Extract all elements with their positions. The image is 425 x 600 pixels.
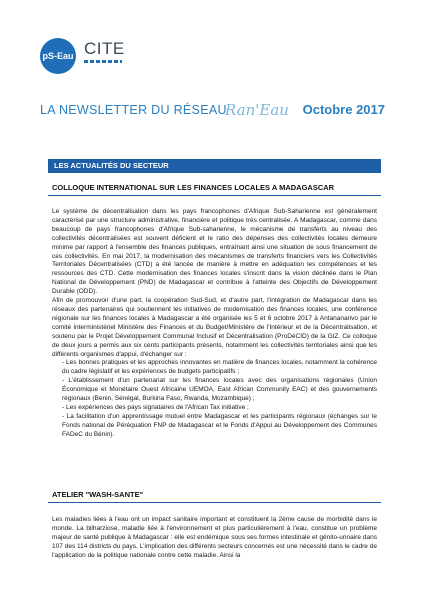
pseau-logo-text: pS-Eau xyxy=(42,51,74,61)
cite-logo xyxy=(84,40,126,70)
article-body-colloque xyxy=(52,208,377,480)
article-heading-wash-sante: ATELIER "WASH-SANTE" xyxy=(48,487,381,503)
pseau-logo xyxy=(40,38,76,74)
paragraph: Les maladies liées à l'eau ont un impact sanitaire important et constituent la 2ème cause de morbidité dans le monde. La bilharziose, maladie liée à l'environnement et plus particulièrement à l'eau, constitue un problème majeur de santé publique à Madagascar : elle est endémique sous ses formes intestinale et génito-urinaire dans 107 des 114 districts du pays. L'implication des différents secteurs concernés est une nécessité dans le cadre de l'application de la politique nationale contre cette maladie. Ainsi la xyxy=(52,516,377,559)
bullet-item: - Les bonnes pratiques et les approches innovantes en matière de finances locales, notamment la cohérence du cadre législatif et les expériences de budgets participatifs ; xyxy=(62,359,377,376)
newsletter-header xyxy=(40,100,385,122)
article-heading-colloque: COLLOQUE INTERNATIONAL SUR LES FINANCES LOCALES A MADAGASCAR xyxy=(48,180,381,196)
section-title: LES ACTUALITÉS DU SECTEUR xyxy=(48,159,381,173)
paragraph: Afin de promouvoir d'une part, la coopération Sud-Sud, et d'autre part, l'intégration de Madagascar dans les réseaux des partenaires qui soutiennent les initiatives de modernisation des finances locales, une conférence régionale sur les finances locales à Madagascar a été organisée les 5 et 6 octobre 2017 à Antananarivo par le comité interministériel Ministère des Finances et du Budget/Ministère de l'Intérieur et de la Décentralisation, et soutenu par le Projet Développement Communal Inclusif et Décentralisation (ProDéCID) de la GIZ. Ce colloque de deux jours a permis aux six cents participants présents, notamment les collectivités territoriales ainsi que les différents organismes d'appui, d'échanger sur : xyxy=(52,297,377,358)
newsletter-title: LA NEWSLETTER DU RÉSEAU xyxy=(40,103,227,117)
cite-logo-text: CITE xyxy=(84,39,125,58)
bullet-item: - L'établissement d'un partenariat sur les finances locales avec des organisations régionales (Union Économique et Monétaire Ouest Africaine UEMOA, East African Community EAC) et des gouvernements régionaux (Benin, Sénégal, Burkina Faso, Rwanda, Mozambique) ; xyxy=(62,377,377,403)
issue-date: Octobre 2017 xyxy=(302,102,385,117)
article-body-wash-sante xyxy=(52,516,377,596)
raneau-logo xyxy=(225,100,289,120)
raneau-logo-text: Ran'Eau xyxy=(225,101,289,119)
bullet-item: - La facilitation d'un apprentissage mutuel entre Madagascar et les participants régionaux (échanges sur le Fonds national de Péréquation FNP de Madagascar et le Fonds d'Appui au Développement des Communes FADeC du Bénin). xyxy=(62,412,377,438)
bullet-item: - Les expériences des pays signataires de l'African Tax initiative ; xyxy=(62,403,249,411)
paragraph: Le système de décentralisation dans les pays francophones d'Afrique Sub-Saharienne est généralement caractérisé par une structure administrative, financière et politique très centralisée. A Madagascar, comme dans beaucoup de pays francophones d'Afrique Sub-saharienne, le mécanisme de transferts au niveau des collectivités décentralisées est souvent déficient et le ratio des dépenses des collectivités locales demeure minime par rapport à l'ensemble des finances publiques, entraînant ainsi une situation de sous financement de ces collectivités. En mai 2017, la modernisation des mécanismes de transferts financiers vers les Collectivités Territoriales Décentralisées (CTD) a été lancée de manière à mettre en adéquation les compétences et les ressources des CTD. Cette modernisation des finances locales s'inscrit dans la vision déclinée dans le Plan National de Développement (PND) de Madagascar et contribue à l'atteinte des Objectifs de Développement Durable (ODD). xyxy=(52,208,377,296)
cite-logo-dots xyxy=(84,60,122,63)
